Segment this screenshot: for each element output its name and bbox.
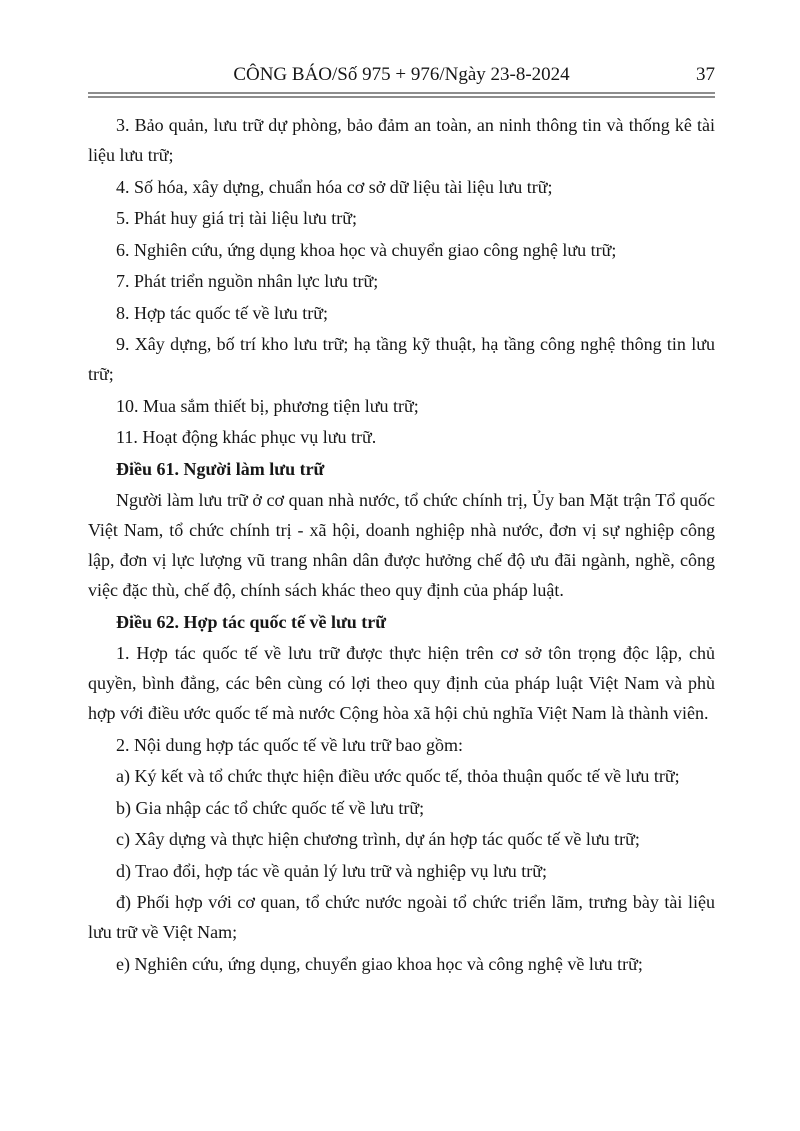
- article-61-heading: Điều 61. Người làm lưu trữ: [116, 458, 325, 479]
- clause-11: 11. Hoạt động khác phục vụ lưu trữ.: [116, 427, 377, 447]
- article-62-heading: Điều 62. Hợp tác quốc tế về lưu trữ: [116, 611, 387, 632]
- clause-5: 5. Phát huy giá trị tài liệu lưu trữ;: [116, 208, 357, 228]
- clause-4: 4. Số hóa, xây dựng, chuẩn hóa cơ sở dữ liệu tài liệu lưu trữ;: [116, 176, 553, 197]
- article-62-item-c: c) Xây dựng và thực hiện chương trình, dự án hợp tác quốc tế về lưu trữ;: [116, 829, 640, 849]
- page-number: 37: [696, 64, 715, 85]
- clause-10: 10. Mua sắm thiết bị, phương tiện lưu trữ;: [116, 395, 419, 416]
- article-62-item-dd: đ) Phối hợp với cơ quan, tổ chức nước ngoài tổ chức triển lãm, trưng bày tài liệu lưu trữ về Việt Nam;: [88, 892, 715, 942]
- article-62-item-b: b) Gia nhập các tổ chức quốc tế về lưu trữ;: [116, 797, 425, 818]
- clause-9: 9. Xây dựng, bố trí kho lưu trữ; hạ tầng kỹ thuật, hạ tầng công nghệ thông tin lưu trữ;: [88, 334, 715, 384]
- gazette-header-title: CÔNG BÁO/Số 975 + 976/Ngày 23-8-2024: [233, 64, 570, 85]
- clause-6: 6. Nghiên cứu, ứng dụng khoa học và chuyển giao công nghệ lưu trữ;: [116, 239, 617, 260]
- article-62-clause-1: 1. Hợp tác quốc tế về lưu trữ được thực hiện trên cơ sở tôn trọng độc lập, chủ quyền, bình đẳng, các bên cùng có lợi theo quy định của pháp luật Việt Nam và phù hợp với điều ước quốc tế mà nước Cộng hòa xã hội chủ nghĩa Việt Nam là thành viên.: [88, 643, 715, 723]
- document-body: [88, 110, 715, 979]
- article-62-clause-2: 2. Nội dung hợp tác quốc tế về lưu trữ bao gồm:: [116, 734, 463, 755]
- clause-7: 7. Phát triển nguồn nhân lực lưu trữ;: [116, 271, 379, 291]
- article-62-item-d: d) Trao đổi, hợp tác về quản lý lưu trữ và nghiệp vụ lưu trữ;: [116, 860, 547, 881]
- header-double-rule: [88, 92, 715, 98]
- article-62-item-e: e) Nghiên cứu, ứng dụng, chuyển giao khoa học và công nghệ về lưu trữ;: [116, 953, 643, 974]
- clause-3: 3. Bảo quản, lưu trữ dự phòng, bảo đảm an toàn, an ninh thông tin và thống kê tài liệu lưu trữ;: [88, 115, 715, 165]
- clause-8: 8. Hợp tác quốc tế về lưu trữ;: [116, 302, 328, 323]
- article-61-body: Người làm lưu trữ ở cơ quan nhà nước, tổ chức chính trị, Ủy ban Mặt trận Tổ quốc Việt Nam, tổ chức chính trị - xã hội, doanh nghiệp nhà nước, đơn vị sự nghiệp công lập, đơn vị lực lượng vũ trang nhân dân được hưởng chế độ ưu đãi ngành, nghề, công việc đặc thù, chế độ, chính sách khác theo quy định của pháp luật.: [88, 490, 715, 600]
- page-header: [88, 62, 715, 87]
- article-62-item-a: a) Ký kết và tổ chức thực hiện điều ước quốc tế, thỏa thuận quốc tế về lưu trữ;: [116, 766, 680, 786]
